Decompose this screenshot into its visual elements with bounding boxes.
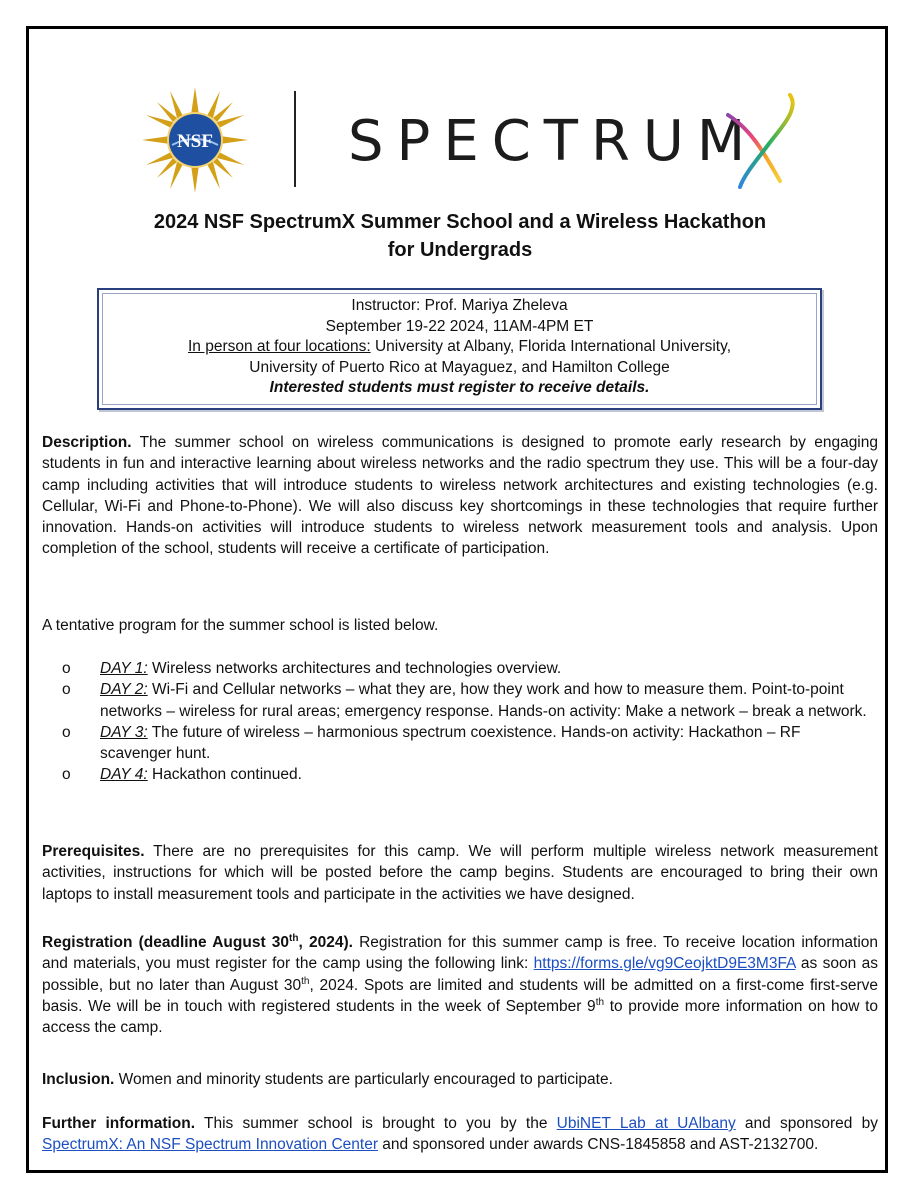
nsf-seal-logo [140,85,250,195]
program-item-day-3 [62,722,876,765]
program-item-day-1 [62,658,876,679]
list-bullet: o [62,766,71,784]
list-bullet: o [62,723,71,741]
spectrumx-center-link[interactable]: SpectrumX: An NSF Spectrum Innovation Center [42,1136,378,1154]
further-text-b: and sponsored by [735,1115,878,1132]
registration-paragraph [42,932,878,1038]
program-intro: A tentative program for the summer school is listed below. [42,617,439,634]
day-text: Hackathon continued. [147,766,302,784]
further-text-c: and sponsored under awards CNS-1845858 and AST-2132700. [378,1136,819,1154]
nsf-seal-text: NSF [177,131,213,152]
list-bullet: o [62,660,71,677]
title-line-2: for Undergrads [387,239,533,261]
inclusion-paragraph [42,1069,878,1090]
day-label: DAY 2: [100,681,148,699]
prerequisites-paragraph [42,841,878,905]
info-box [97,288,822,410]
day-text: The future of wireless – harmonious spectrum coexistence. Hands-on activity: Hackathon – RF scavenger hunt. [100,723,801,763]
description-paragraph [42,432,878,560]
prerequisites-label: Prerequisites. [42,843,145,860]
registration-text-c: , 2024. Spots are limited and students will be admitted on a first-come first-serve basis. We will be in touch with registered students in the week of September 9 [42,976,879,1015]
inclusion-label: Inclusion. [42,1071,115,1088]
day-label: DAY 3: [100,723,148,741]
further-info-label: Further information. [42,1115,196,1132]
registration-label-sup: th [289,932,299,944]
page-title [60,208,860,264]
logo-header [140,85,780,195]
registration-label-a: Registration (deadline August 30 [42,934,290,951]
locations-line-1 [99,337,820,358]
registration-sup-c: th [595,996,605,1008]
description-label: Description. [42,434,132,451]
day-label: DAY 4: [100,766,148,784]
spectrumx-wordmark: SPECTRUM [348,109,759,174]
list-bullet: o [62,681,71,699]
locations-label: In person at four locations: [187,338,371,355]
further-info-paragraph [42,1113,878,1156]
day-text: Wi-Fi and Cellular networks – what they are, how they work and how to measure them. Point-to-point networks – wireless for rural areas; emergency response. Hands-on activity: Make a network – break a network. [100,681,867,720]
program-item-day-2 [62,679,876,722]
instructor-line: Instructor: Prof. Mariya Zheleva [351,297,568,314]
program-item-day-4 [62,764,876,785]
prerequisites-text: There are no prerequisites for this camp. We will perform multiple wireless network measurement activities, instructions for which will be posted before the camp begins. Students are encouraged to bring their own laptops to install measurement tools and participate in the activities we have designed. [42,843,878,903]
day-label: DAY 1: [100,660,148,677]
spectrumx-x-mark [720,89,812,199]
locations-line-2: University of Puerto Rico at Mayaguez, and Hamilton College [249,358,670,376]
day-text: Wireless networks architectures and technologies overview. [147,660,562,677]
registration-text-a: Registration for this summer camp is free. To receive location information and materials, you must register for the camp using the following link: [42,934,879,973]
logo-divider [294,91,296,187]
registration-label-b: , 2024). [298,934,353,951]
registration-label [42,934,353,951]
registration-text-b: as soon as possible, but no later than August 30 [42,955,878,994]
title-line-1: 2024 NSF SpectrumX Summer School and a Wireless Hackathon [153,211,767,233]
program-list [62,658,876,786]
dates-line: September 19-22 2024, 11AM-4PM ET [325,317,594,335]
description-text: The summer school on wireless communications is designed to promote early research by engaging students in fun and interactive learning about wireless networks and the radio spectrum they use. This will be a four-day camp including activities that will introduce students to wireless network architectures and existing technologies (e.g. Cellular, Wi-Fi and Phone-to-Phone). We will also discuss key shortcomings in these technologies that require further innovation. Hands-on activities will introduce students to wireless network measurement tools and analysis. Upon completion of the school, students will receive a certificate of participation. [42,434,878,558]
registration-form-link[interactable]: https://forms.gle/vg9CeojktD9E3M3FA [533,955,796,973]
ubinet-lab-link[interactable]: UbiNET Lab at UAlbany [556,1115,736,1132]
further-text-a: This summer school is brought to you by the [195,1115,557,1132]
registration-text-d: to provide more information on how to access the camp. [42,997,878,1037]
registration-sup-b: th [301,975,310,987]
inclusion-text: Women and minority students are particularly encouraged to participate. [114,1071,613,1088]
register-note: Interested students must register to receive details. [269,379,650,396]
locations-text-1: University at Albany, Florida International University, [370,338,732,355]
